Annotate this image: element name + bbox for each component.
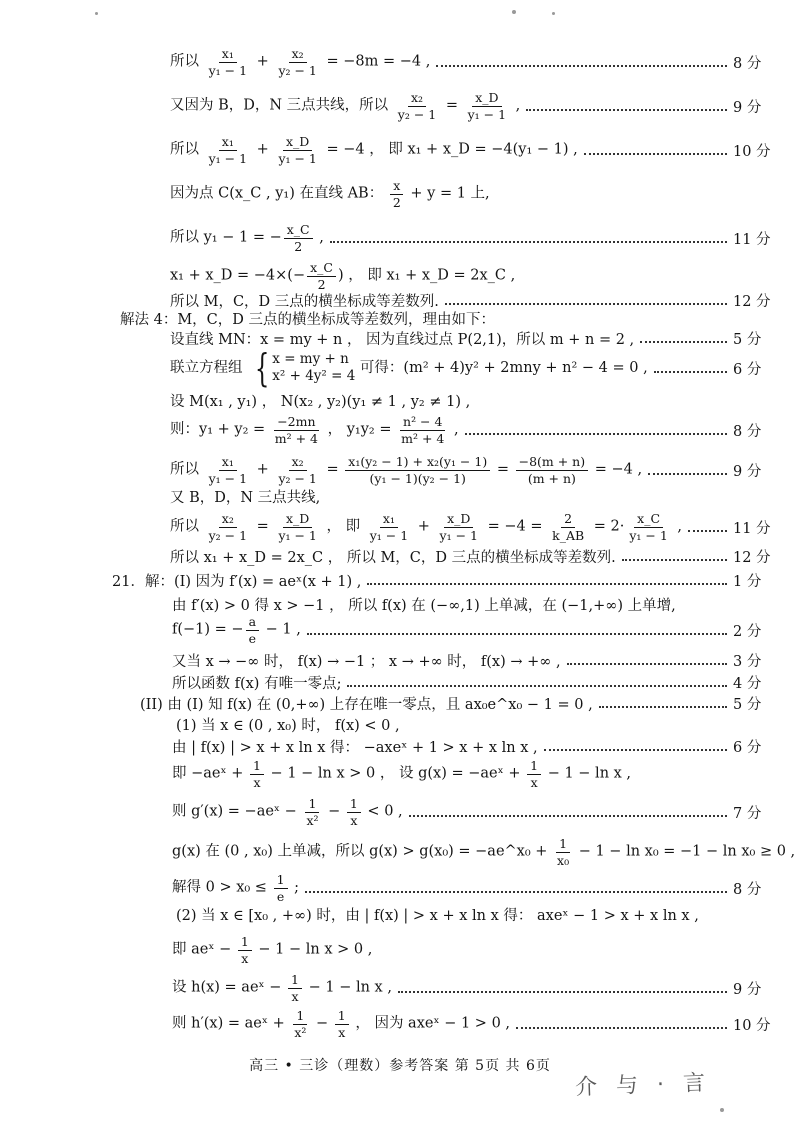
fraction [527,759,541,788]
page-footer: 高三 • 三诊（理数）参考答案 第 5页 共 6页 [249,1058,551,1074]
denominator: x [350,812,358,828]
numerator: x_C [634,512,663,527]
text-run: 所以 [170,519,204,535]
dotted-leader [654,371,727,373]
denominator: x [291,988,299,1004]
dotted-leader [330,241,727,243]
score-label: 9 分 [733,99,762,116]
text-run: ， 即 [321,519,365,535]
numerator: 1 [293,1009,307,1024]
numerator: x₁ [219,455,237,470]
score-label: 5 分 [733,696,762,713]
numerator: x₁ [380,512,398,527]
solution-line [0,731,800,761]
score-label: 6 分 [733,361,762,378]
denominator: y₁ − 1 [208,150,248,166]
numerator: 1 [288,973,302,988]
fraction [272,415,321,444]
text-run: g(x) 在 (0 , x₀) 上单减，所以 g(x) > g(x₀) = −ae^x₀ + [172,844,553,860]
line-text [170,135,578,164]
text-run: = −4 = [483,519,548,535]
solution-line [0,385,800,415]
score-label: 1 分 [733,573,762,590]
line-text [172,837,795,866]
fraction [554,837,572,866]
text-run: 21．解：(I) 因为 f′(x) = aeˣ(x + 1) , [112,573,362,590]
numerator: x₁ [219,135,237,150]
denominator: y₂ − 1 [208,527,248,543]
dotted-leader [516,1027,727,1029]
dotted-leader [409,815,727,817]
fraction [335,1009,349,1038]
numerator: x₂ [289,455,307,470]
text-run: = [441,98,463,114]
line-text [170,486,320,507]
text-run: − [311,1016,333,1032]
text-run: + y = 1 上, [405,186,490,202]
denominator: x₀ [557,852,570,868]
text-run: + [252,462,274,478]
numerator: x₂ [219,512,237,527]
denominator: y₂ − 1 [278,470,317,486]
text-run: (1) 当 x ∈ (0 , x₀) 时， f(x) < 0 , [176,717,400,734]
fraction [206,135,250,164]
numerator: 2 [561,512,575,527]
text-run: 联立方程组 [170,360,248,376]
solution-line [0,135,800,165]
scan-speck [552,12,555,15]
fraction [347,797,361,826]
dotted-leader [688,530,727,532]
scan-speck [95,12,98,15]
numerator: 1 [335,1009,349,1024]
fraction [626,512,670,541]
dotted-leader [584,153,727,155]
score-label: 5 分 [733,331,762,348]
fraction [238,935,252,964]
score-label: 2 分 [733,623,762,640]
text-run: 可得：(m² + 4)y² + 2mny + n² − 4 = 0 , [355,360,648,376]
text-run: − 1 − ln x₀ = −1 − ln x₀ ≥ 0 , [574,844,796,860]
numerator: x_D [472,91,501,106]
line-text [170,91,520,120]
numerator: x [390,179,403,194]
denominator: y₁ − 1 [208,470,248,486]
dotted-leader [347,685,727,687]
denominator: y₁ − 1 [369,527,409,543]
text-run: − 1 , [261,622,301,638]
line-text [170,328,634,349]
score-label: 8 分 [733,881,762,898]
denominator: x² [294,1024,307,1040]
numerator: x₂ [289,47,307,62]
text-run: 解得 0 > x₀ ≤ [172,880,272,896]
fraction [246,615,259,644]
denominator: 2 [317,276,326,292]
numerator: 1 [274,873,288,888]
text-run: 因为点 C(x_C , y₁) 在直线 AB： [170,186,388,202]
line-text [172,1009,510,1038]
fraction [549,512,587,541]
solution-line [0,615,800,645]
denominator: x [530,774,538,790]
system-equation: x² + 4y² = 4 [272,368,356,384]
fraction [284,223,313,252]
text-run: 即 aeˣ − [172,942,236,958]
text-run: 所以 [170,462,204,478]
denominator: m² + 4 [401,430,445,446]
line-text [170,390,470,411]
text-run: , [511,98,521,114]
line-text [172,594,676,615]
text-run: 所以 x₁ + x_D = 2x_C ， 所以 M，C，D 三点的横坐标成等差数列. [170,549,616,566]
fraction [206,512,250,541]
text-run: ) ， 即 x₁ + x_D = 2x_C , [337,268,516,284]
fraction [390,179,404,208]
text-run: = [492,462,514,478]
text-run: − 1 − ln x , [543,766,632,782]
solution-line [0,481,800,511]
score-label: 12 分 [733,549,771,566]
numerator: 1 [527,759,541,774]
line-text [170,179,490,208]
fraction [291,1009,309,1038]
score-label: 7 分 [733,805,762,822]
text-run: 所以 [170,54,204,70]
text-run: 则 h′(x) = aeˣ + [172,1016,290,1032]
denominator: y₁ − 1 [278,527,317,543]
fraction [275,47,319,76]
line-text [172,935,372,964]
numerator: x₂ [408,91,426,106]
line-text [172,736,538,757]
line-text [172,615,301,644]
text-run: 所以 [170,142,204,158]
denominator: x² [306,812,319,828]
text-run: 即 −aeˣ + [172,766,248,782]
text-run: , [449,422,459,438]
fraction [367,512,411,541]
text-run: 由 f′(x) > 0 得 x > −1 ， 所以 f(x) 在 (−∞,1) 上单减，在 (−1,+∞) 上单增, [172,597,676,614]
solution-line [0,91,800,121]
denominator: k_AB [552,527,585,543]
text-run: − 1 − ln x > 0 , [253,942,373,958]
solution-line [0,1009,800,1039]
text-run: f(−1) = − [172,622,244,638]
score-label: 12 分 [733,293,771,310]
solution-line [0,973,800,1003]
numerator: 1 [347,797,361,812]
denominator: e [276,888,285,904]
dotted-leader [599,706,727,708]
line-text [112,570,361,591]
line-text [176,904,699,925]
text-run: ， 因为 axeˣ − 1 > 0 , [350,1016,511,1032]
text-run: , [314,230,324,246]
solution-line [0,935,800,965]
line-text [170,415,459,444]
dotted-leader [465,433,727,435]
line-text [172,973,392,1002]
score-label: 4 分 [733,675,762,692]
text-run: − 1 − ln x , [304,980,392,996]
fraction [465,91,509,120]
denominator: y₂ − 1 [397,106,437,122]
text-run: = 2· [589,519,625,535]
text-run: = [321,462,344,478]
text-run: 又 B，D，N 三点共线, [170,489,321,506]
denominator: e [248,630,256,646]
text-run: = −4 , [590,462,643,478]
handwritten-mark: 介 与 · 言 [574,1070,712,1101]
score-label: 11 分 [733,231,771,248]
solution-line [0,179,800,209]
fraction [206,47,250,76]
system-equation: x = my + n [272,351,349,368]
equation-system [250,346,356,390]
text-run: , [672,519,683,535]
text-run: x₁ + x_D = −4×(− [170,268,306,284]
numerator: 1 [238,935,252,950]
fraction [275,512,319,541]
denominator: y₁ − 1 [629,527,668,543]
line-text [172,759,631,788]
denominator: 2 [392,194,401,210]
denominator: (y₁ − 1)(y₂ − 1) [369,470,466,486]
text-run: 又当 x → −∞ 时， f(x) → −1 ； x → +∞ 时， f(x) → +∞ , [172,653,561,670]
text-run: ; [289,880,300,896]
numerator: −2mn [274,415,318,430]
scan-speck [720,1108,724,1112]
dotted-leader [648,473,727,475]
text-run: 所以 M，C，D 三点的横坐标成等差数列. [170,293,439,310]
fraction [288,973,302,1002]
score-label: 11 分 [733,520,771,537]
line-text [170,346,648,390]
text-run: 则 g′(x) = −aeˣ − [172,804,302,820]
numerator: 1 [305,797,319,812]
score-label: 6 分 [733,739,762,756]
denominator: x [241,950,249,966]
dotted-leader [305,891,727,893]
numerator: a [246,615,259,630]
fraction [275,135,319,164]
line-text [172,797,403,826]
denominator: 2 [294,238,303,254]
text-run: 所以函数 f(x) 有唯一零点; [172,675,342,692]
fraction [395,91,439,120]
text-run: + [252,142,274,158]
solution-line [0,346,800,390]
text-run: + [413,519,435,535]
dotted-leader [640,341,727,343]
dotted-leader [307,633,727,635]
solution-line [0,223,800,253]
solution-line [0,837,800,867]
numerator: x_D [444,512,473,527]
denominator: x [253,774,261,790]
score-label: 8 分 [733,423,762,440]
fraction [250,759,264,788]
text-run: = −8m = −4 , [321,54,431,70]
text-run: 所以 y₁ − 1 = − [170,230,282,246]
text-run: 又因为 B，D，N 三点共线，所以 [170,98,393,114]
solution-line [0,47,800,77]
dotted-leader [367,583,727,585]
numerator: n² − 4 [400,415,445,430]
dotted-leader [544,749,727,751]
denominator: y₂ − 1 [278,62,317,78]
score-label: 8 分 [733,55,762,72]
text-run: = [252,519,274,535]
text-run: + [252,54,274,70]
denominator: y₁ − 1 [439,527,478,543]
numerator: x_D [283,135,312,150]
text-run: (II) 由 (I) 知 f(x) 在 (0,+∞) 上存在唯一零点，且 ax₀e^x₀ − 1 = 0 , [140,696,593,713]
line-text [170,546,616,567]
denominator: y₁ − 1 [208,62,248,78]
score-label: 3 分 [733,653,762,670]
text-run: 则：y₁ + y₂ = [170,422,270,438]
system-rows [272,351,355,385]
score-label: 9 分 [733,463,762,480]
scan-speck [512,10,516,14]
left-brace-icon: { [254,346,270,390]
dotted-leader [398,991,727,993]
line-text [170,512,682,541]
line-text [170,223,324,252]
numerator: 1 [250,759,264,774]
denominator: m² + 4 [274,430,318,446]
solution-line [0,759,800,789]
text-run: − 1 − ln x > 0 ， 设 g(x) = −aeˣ + [265,766,526,782]
solution-line [0,512,800,542]
numerator: x₁(y₂ − 1) + x₂(y₁ − 1) [345,455,490,470]
denominator: y₁ − 1 [467,106,507,122]
score-label: 9 分 [733,981,762,998]
text-run: 由 | f(x) | > x + x ln x 得： −axeˣ + 1 > x + x ln x , [172,739,538,756]
text-run: ， y₁y₂ = [323,422,397,438]
text-run: = −4 ， 即 x₁ + x_D = −4(y₁ − 1) , [321,142,578,158]
text-run: 设直线 MN：x = my + n ， 因为直线过点 P(2,1)，所以 m + n = 2 , [170,331,635,348]
text-run: 设 h(x) = aeˣ − [172,980,287,996]
text-run: 解法 4：M，C，D 三点的横坐标成等差数列，理由如下： [120,311,496,328]
fraction [437,512,481,541]
fraction [398,415,447,444]
numerator: x_C [307,261,336,276]
text-run: < 0 , [362,804,403,820]
text-run: 设 M(x₁ , y₁) ， N(x₂ , y₂)(y₁ ≠ 1 , y₂ ≠ 1) , [170,393,471,410]
line-text [170,47,430,76]
dotted-leader [622,559,727,561]
fraction [303,797,321,826]
dotted-leader [436,65,727,67]
text-run: − [323,804,345,820]
numerator: 1 [556,837,570,852]
solution-line [0,797,800,827]
numerator: x₁ [219,47,237,62]
text-run: (2) 当 x ∈ [x₀ , +∞) 时，由 | f(x) | > x + x ln x 得： axeˣ − 1 > x + x ln x , [176,907,699,924]
solution-line [0,415,800,445]
numerator: x_D [283,512,312,527]
numerator: x_C [284,223,313,238]
denominator: x [338,1024,346,1040]
numerator: −8(m + n) [516,455,589,470]
solution-line [0,899,800,929]
dotted-leader [526,109,727,111]
denominator: y₁ − 1 [278,150,317,166]
denominator: (m + n) [527,470,576,486]
dotted-leader [567,663,727,665]
score-label: 10 分 [733,1017,771,1034]
score-label: 10 分 [733,143,771,160]
